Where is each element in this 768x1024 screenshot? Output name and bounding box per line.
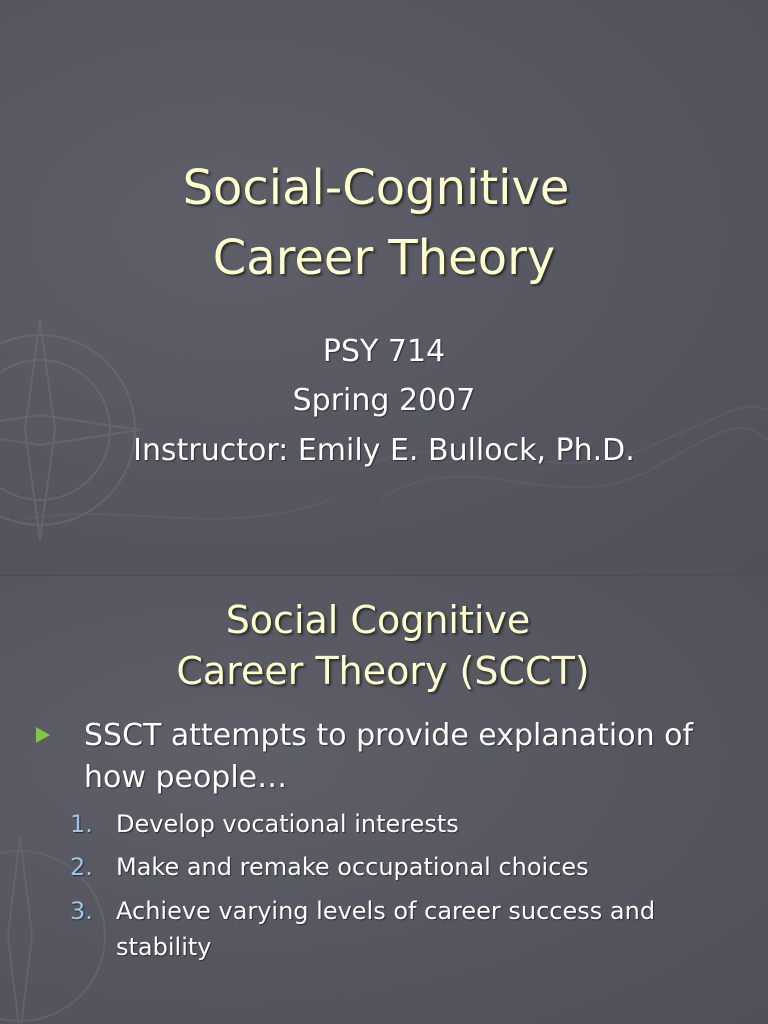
green-triangle-arrow-icon xyxy=(36,727,50,743)
slide-title-line-2: Career Theory xyxy=(212,230,556,286)
instructor-name: Instructor: Emily E. Bullock, Ph.D. xyxy=(133,433,635,468)
list-number: 1. xyxy=(70,810,93,838)
list-text: Make and remake occupational choices xyxy=(116,853,589,881)
list-number: 3. xyxy=(70,897,93,925)
slide-title-line-1: Social-Cognitive xyxy=(182,160,570,216)
list-text: Develop vocational interests xyxy=(116,810,459,838)
course-code: PSY 714 xyxy=(322,334,446,369)
list-number: 2. xyxy=(70,853,93,881)
list-text: Achieve varying levels of career success and stability xyxy=(116,897,656,961)
slide2-title-line-1: Social Cognitive xyxy=(225,598,531,642)
slide2-title-line-2: Career Theory (SCCT) xyxy=(176,649,590,693)
bullet-text: SSCT attempts to provide explanation of how people… xyxy=(84,718,694,795)
course-term: Spring 2007 xyxy=(292,383,476,418)
